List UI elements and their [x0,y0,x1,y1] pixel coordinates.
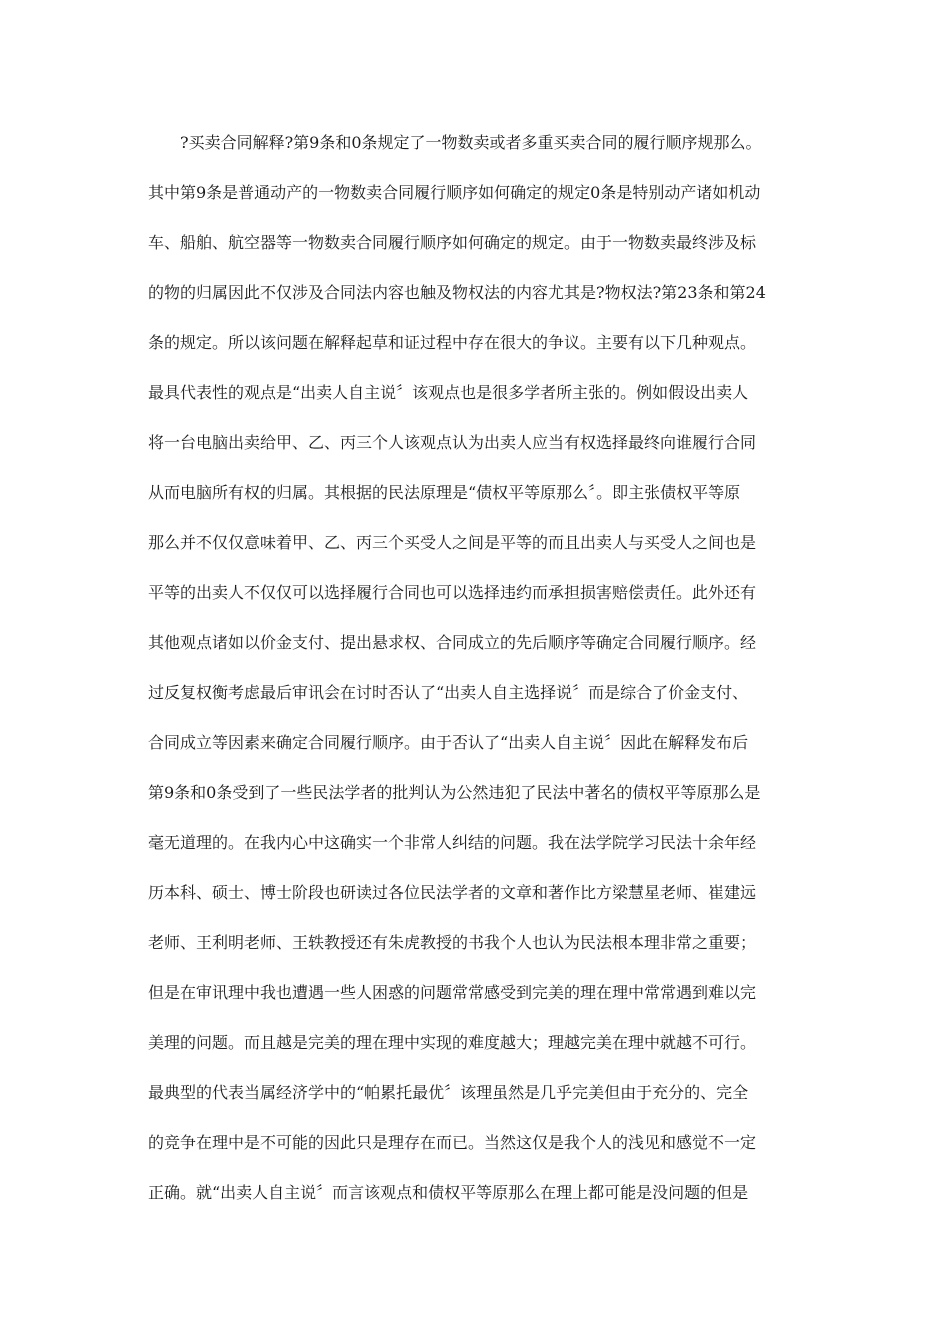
text-line: 最具代表性的观点是“出卖人自主说〞该观点也是很多学者所主张的。例如假设出卖人 [148,383,749,402]
text-line: 合同成立等因素来确定合同履行顺序。由于否认了“出卖人自主说〞因此在解释发布后 [148,733,749,752]
text-line: 过反复权衡考虑最后审讯会在讨时否认了“出卖人自主选择说〞而是综合了价金支付、 [148,683,749,702]
text-line: 最典型的代表当属经济学中的“帕累托最优〞该理虽然是几乎完美但由于充分的、完全 [148,1083,749,1102]
text-line: ?买卖合同解释?第9条和0条规定了一物数卖或者多重买卖合同的履行顺序规那么。 [148,133,762,152]
text-line: 正确。就“出卖人自主说〞而言该观点和债权平等原那么在理上都可能是没问题的但是 [148,1183,749,1202]
text-line: 的竞争在理中是不可能的因此只是理存在而已。当然这仅是我个人的浅见和感觉不一定 [148,1133,757,1152]
text-line: 毫无道理的。在我内心中这确实一个非常人纠结的问题。我在法学院学习民法十余年经 [148,833,757,852]
text-line: 平等的出卖人不仅仅可以选择履行合同也可以选择违约而承担损害赔偿责任。此外还有 [148,583,757,602]
text-line: 从而电脑所有权的归属。其根据的民法原理是“债权平等原那么〞。即主张债权平等原 [148,483,741,502]
text-line: 将一台电脑出卖给甲、乙、丙三个人该观点认为出卖人应当有权选择最终向谁履行合同 [148,433,757,452]
text-line: 那么并不仅仅意味着甲、乙、丙三个买受人之间是平等的而且出卖人与买受人之间也是 [148,533,757,552]
text-line: 美理的问题。而且越是完美的理在理中实现的难度越大；理越完美在理中就越不可行。 [148,1033,757,1052]
text-line: 其他观点诸如以价金支付、提出悬求权、合同成立的先后顺序等确定合同履行顺序。经 [148,633,757,652]
text-line: 的物的归属因此不仅涉及合同法内容也触及物权法的内容尤其是?物权法?第23条和第24 [148,283,766,302]
text-line: 条的规定。所以该问题在解释起草和证过程中存在很大的争议。主要有以下几种观点。 [148,333,757,352]
text-line: 车、船舶、航空器等一物数卖合同履行顺序如何确定的规定。由于一物数卖最终涉及标 [148,233,757,252]
text-line: 其中第9条是普通动产的一物数卖合同履行顺序如何确定的规定0条是特别动产诸如机动 [148,183,761,202]
text-line: 第9条和0条受到了一些民法学者的批判认为公然违犯了民法中著名的债权平等原那么是 [148,783,761,802]
text-line: 历本科、硕士、博士阶段也研读过各位民法学者的文章和著作比方梁慧星老师、崔建远 [148,883,757,902]
body-text [148,118,808,1218]
text-line: 但是在审讯理中我也遭遇一些人困惑的问题常常感受到完美的理在理中常常遇到难以完 [148,983,757,1002]
text-line: 老师、王利明老师、王轶教授还有朱虎教授的书我个人也认为民法根本理非常之重要； [148,933,757,952]
